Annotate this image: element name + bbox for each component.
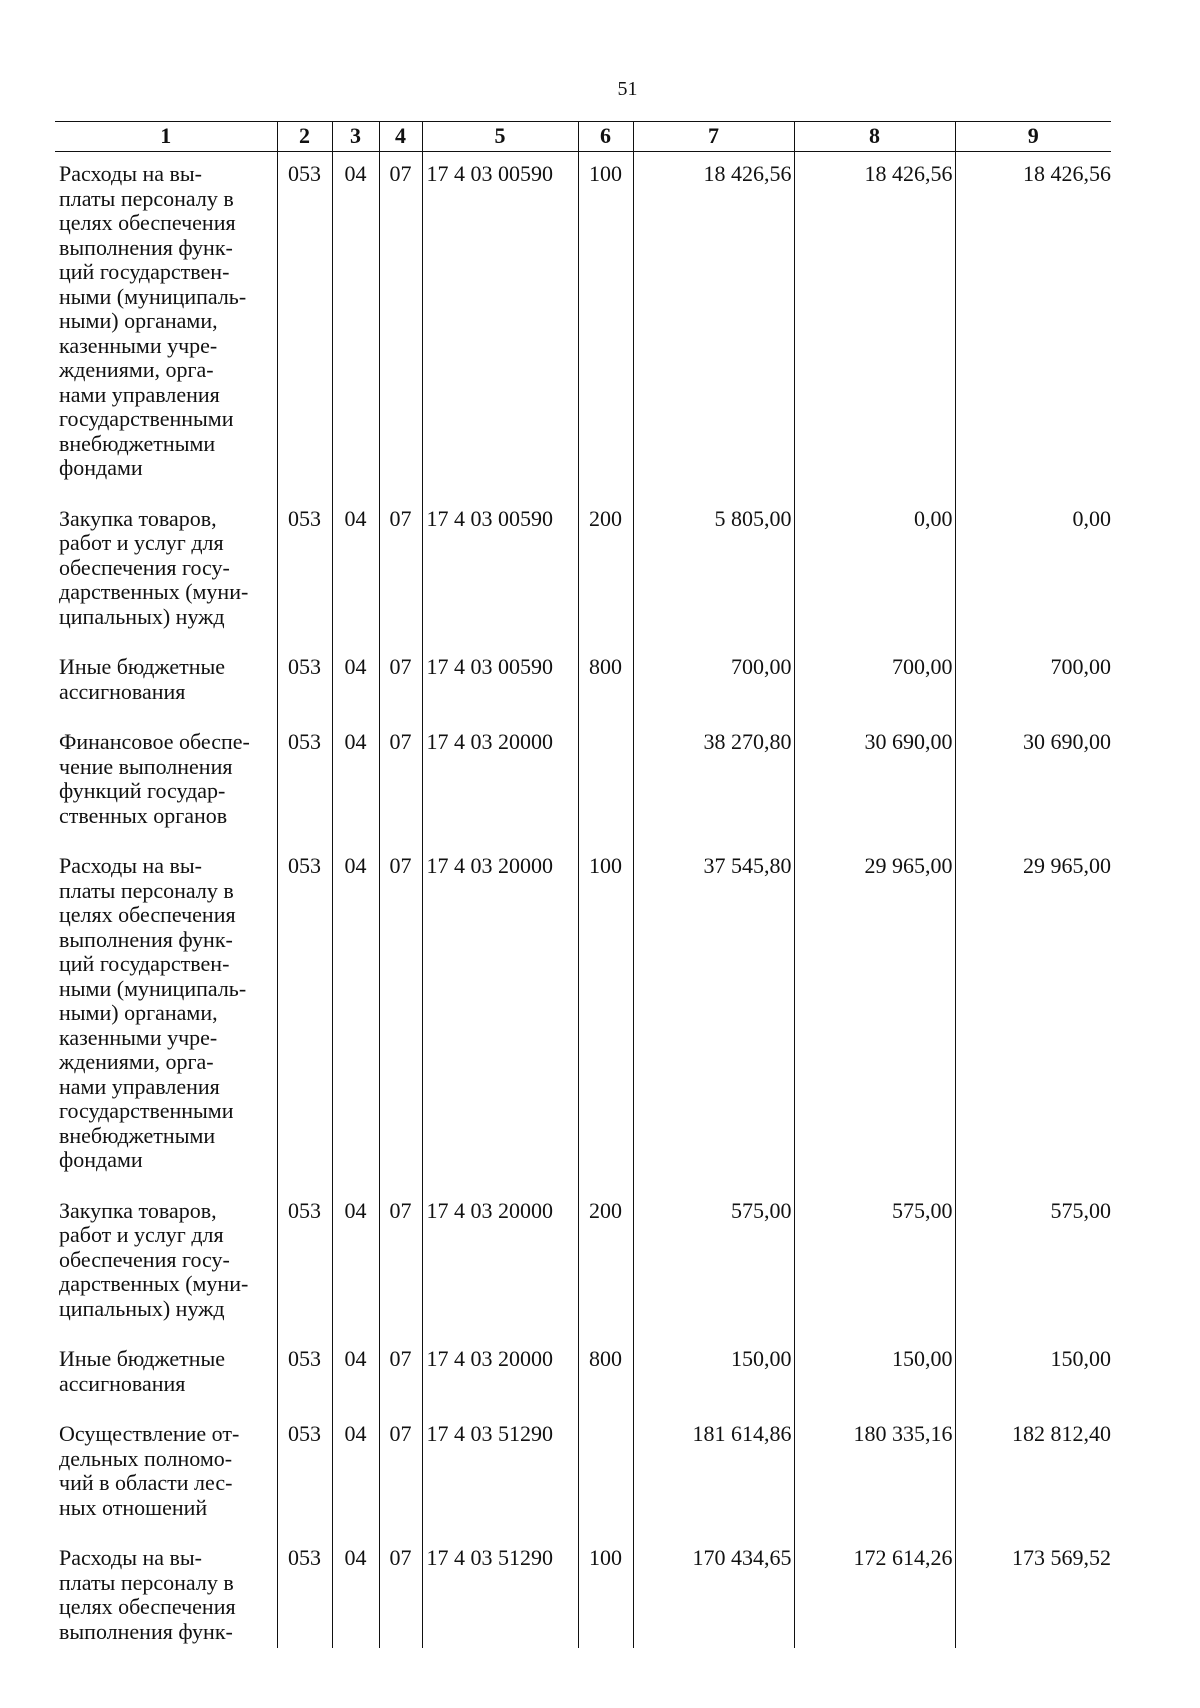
description-line: ждениями, орга- (59, 357, 214, 382)
description-line: обеспечения госу- (59, 554, 230, 580)
amount-col7: 700,00 (633, 642, 794, 717)
description-line: Иные бюджетные (59, 654, 226, 679)
description-line: выполнения функ- (59, 234, 233, 260)
description-line: ными (муниципаль- (59, 975, 247, 1001)
description-line: целях обеспечения (59, 1594, 236, 1619)
section-code: 04 (332, 1409, 379, 1533)
subsection-code: 07 (379, 841, 422, 1186)
description-line: платы персоналу в (59, 1569, 234, 1595)
description-line: обеспечения госу- (59, 1246, 230, 1272)
column-header-7: 7 (633, 122, 794, 152)
subsection-code: 07 (379, 1334, 422, 1409)
description-line: казенными учре- (59, 332, 218, 358)
amount-col7: 575,00 (633, 1186, 794, 1335)
subsection-code: 07 (379, 1533, 422, 1648)
description-line: Финансовое обеспе- (59, 729, 250, 754)
table-row (55, 1533, 1111, 1648)
amount-col7: 181 614,86 (633, 1409, 794, 1533)
row-description (55, 494, 277, 643)
expense-type-code: 100 (578, 152, 633, 494)
chapter-code: 053 (277, 1186, 332, 1335)
section-code: 04 (332, 642, 379, 717)
description-line: ными) органами, (59, 308, 218, 333)
subsection-code: 07 (379, 152, 422, 494)
amount-col9: 182 812,40 (955, 1409, 1111, 1533)
amount-col7: 150,00 (633, 1334, 794, 1409)
description-line: работ и услуг для (59, 1222, 224, 1247)
description-line: внебюджетными (59, 1122, 216, 1148)
amount-col8: 180 335,16 (794, 1409, 955, 1533)
budget-table (55, 121, 1111, 1648)
table-row (55, 1186, 1111, 1335)
chapter-code: 053 (277, 642, 332, 717)
description-line: дельных полномо- (59, 1445, 233, 1471)
section-code: 04 (332, 717, 379, 841)
column-header-8: 8 (794, 122, 955, 152)
section-code: 04 (332, 1186, 379, 1335)
column-header-3: 3 (332, 122, 379, 152)
amount-col8: 0,00 (794, 494, 955, 643)
description-line: внебюджетными (59, 430, 216, 456)
description-line: государственными (59, 1098, 234, 1123)
amount-col9: 18 426,56 (955, 152, 1111, 494)
section-code: 04 (332, 1334, 379, 1409)
amount-col9: 29 965,00 (955, 841, 1111, 1186)
description-line: целях обеспечения (59, 902, 236, 927)
description-line: Осуществление от- (59, 1421, 240, 1446)
column-header-1: 1 (55, 122, 277, 152)
description-line: функций государ- (59, 778, 226, 803)
table-row (55, 152, 1111, 494)
header-row (55, 122, 1111, 152)
section-code: 04 (332, 152, 379, 494)
amount-col9: 150,00 (955, 1334, 1111, 1409)
description-line: нами управления (59, 1073, 220, 1099)
section-code: 04 (332, 841, 379, 1186)
row-description (55, 717, 277, 841)
table-row (55, 717, 1111, 841)
amount-col7: 170 434,65 (633, 1533, 794, 1648)
table-row (55, 1409, 1111, 1533)
description-line: нами управления (59, 381, 220, 407)
chapter-code: 053 (277, 717, 332, 841)
amount-col8: 172 614,26 (794, 1533, 955, 1648)
amount-col9: 0,00 (955, 494, 1111, 643)
row-description (55, 642, 277, 717)
description-line: работ и услуг для (59, 530, 224, 555)
page-number: 51 (617, 78, 638, 100)
description-line: ными (муниципаль- (59, 283, 247, 309)
description-line: ственных органов (59, 802, 228, 828)
target-article-code: 17 4 03 00590 (422, 152, 578, 494)
expense-type-code: 100 (578, 841, 633, 1186)
description-line: Закупка товаров, (59, 505, 217, 531)
chapter-code: 053 (277, 152, 332, 494)
row-description (55, 1334, 277, 1409)
description-line: ций государствен- (59, 259, 230, 284)
expense-type-code: 200 (578, 1186, 633, 1335)
table-row (55, 494, 1111, 643)
expense-type-code: 200 (578, 494, 633, 643)
description-line: государственными (59, 406, 234, 431)
description-line: ными) органами, (59, 1000, 218, 1025)
subsection-code: 07 (379, 642, 422, 717)
amount-col7: 37 545,80 (633, 841, 794, 1186)
description-line: казенными учре- (59, 1024, 218, 1050)
column-header-9: 9 (955, 122, 1111, 152)
description-line: выполнения функ- (59, 926, 233, 952)
target-article-code: 17 4 03 51290 (422, 1533, 578, 1648)
row-description (55, 152, 277, 494)
amount-col7: 38 270,80 (633, 717, 794, 841)
amount-col8: 30 690,00 (794, 717, 955, 841)
description-line: ассигнования (59, 1370, 186, 1396)
subsection-code: 07 (379, 717, 422, 841)
description-line: дарственных (муни- (59, 1271, 249, 1296)
table-row (55, 841, 1111, 1186)
subsection-code: 07 (379, 1186, 422, 1335)
table-row (55, 1334, 1111, 1409)
description-line: чение выполнения (59, 753, 233, 779)
amount-col7: 5 805,00 (633, 494, 794, 643)
row-description (55, 1533, 277, 1648)
expense-type-code: 100 (578, 1533, 633, 1648)
description-line: ципальных) нужд (59, 1295, 225, 1321)
description-line: Расходы на вы- (59, 1545, 203, 1570)
row-description (55, 1186, 277, 1335)
amount-col7: 18 426,56 (633, 152, 794, 494)
target-article-code: 17 4 03 00590 (422, 642, 578, 717)
description-line: ждениями, орга- (59, 1049, 214, 1074)
expense-type-code (578, 1409, 633, 1533)
section-code: 04 (332, 1533, 379, 1648)
description-line: выполнения функ- (59, 1618, 233, 1644)
description-line: Иные бюджетные (59, 1346, 226, 1371)
table-body (55, 152, 1111, 1649)
expense-type-code: 800 (578, 1334, 633, 1409)
description-line: фондами (59, 1147, 143, 1172)
amount-col9: 30 690,00 (955, 717, 1111, 841)
amount-col8: 18 426,56 (794, 152, 955, 494)
amount-col8: 575,00 (794, 1186, 955, 1335)
description-line: Расходы на вы- (59, 161, 203, 186)
chapter-code: 053 (277, 841, 332, 1186)
description-line: платы персоналу в (59, 877, 234, 903)
description-line: Закупка товаров, (59, 1197, 217, 1223)
description-line: ципальных) нужд (59, 603, 225, 629)
expense-type-code: 800 (578, 642, 633, 717)
description-line: ций государствен- (59, 951, 230, 976)
description-line: чий в области лес- (59, 1470, 233, 1495)
description-line: Расходы на вы- (59, 853, 203, 878)
target-article-code: 17 4 03 20000 (422, 841, 578, 1186)
description-line: фондами (59, 455, 143, 480)
amount-col8: 29 965,00 (794, 841, 955, 1186)
target-article-code: 17 4 03 00590 (422, 494, 578, 643)
table-row (55, 642, 1111, 717)
target-article-code: 17 4 03 20000 (422, 1186, 578, 1335)
row-description (55, 841, 277, 1186)
chapter-code: 053 (277, 1334, 332, 1409)
amount-col9: 575,00 (955, 1186, 1111, 1335)
expense-type-code (578, 717, 633, 841)
description-line: ассигнования (59, 678, 186, 704)
description-line: дарственных (муни- (59, 579, 249, 604)
amount-col8: 150,00 (794, 1334, 955, 1409)
subsection-code: 07 (379, 494, 422, 643)
description-line: ных отношений (59, 1494, 208, 1520)
row-description (55, 1409, 277, 1533)
target-article-code: 17 4 03 20000 (422, 1334, 578, 1409)
chapter-code: 053 (277, 494, 332, 643)
column-header-6: 6 (578, 122, 633, 152)
amount-col8: 700,00 (794, 642, 955, 717)
description-line: платы персоналу в (59, 185, 234, 211)
subsection-code: 07 (379, 1409, 422, 1533)
amount-col9: 700,00 (955, 642, 1111, 717)
column-header-5: 5 (422, 122, 578, 152)
chapter-code: 053 (277, 1409, 332, 1533)
target-article-code: 17 4 03 51290 (422, 1409, 578, 1533)
column-header-2: 2 (277, 122, 332, 152)
amount-col9: 173 569,52 (955, 1533, 1111, 1648)
description-line: целях обеспечения (59, 210, 236, 235)
chapter-code: 053 (277, 1533, 332, 1648)
target-article-code: 17 4 03 20000 (422, 717, 578, 841)
section-code: 04 (332, 494, 379, 643)
column-header-4: 4 (379, 122, 422, 152)
